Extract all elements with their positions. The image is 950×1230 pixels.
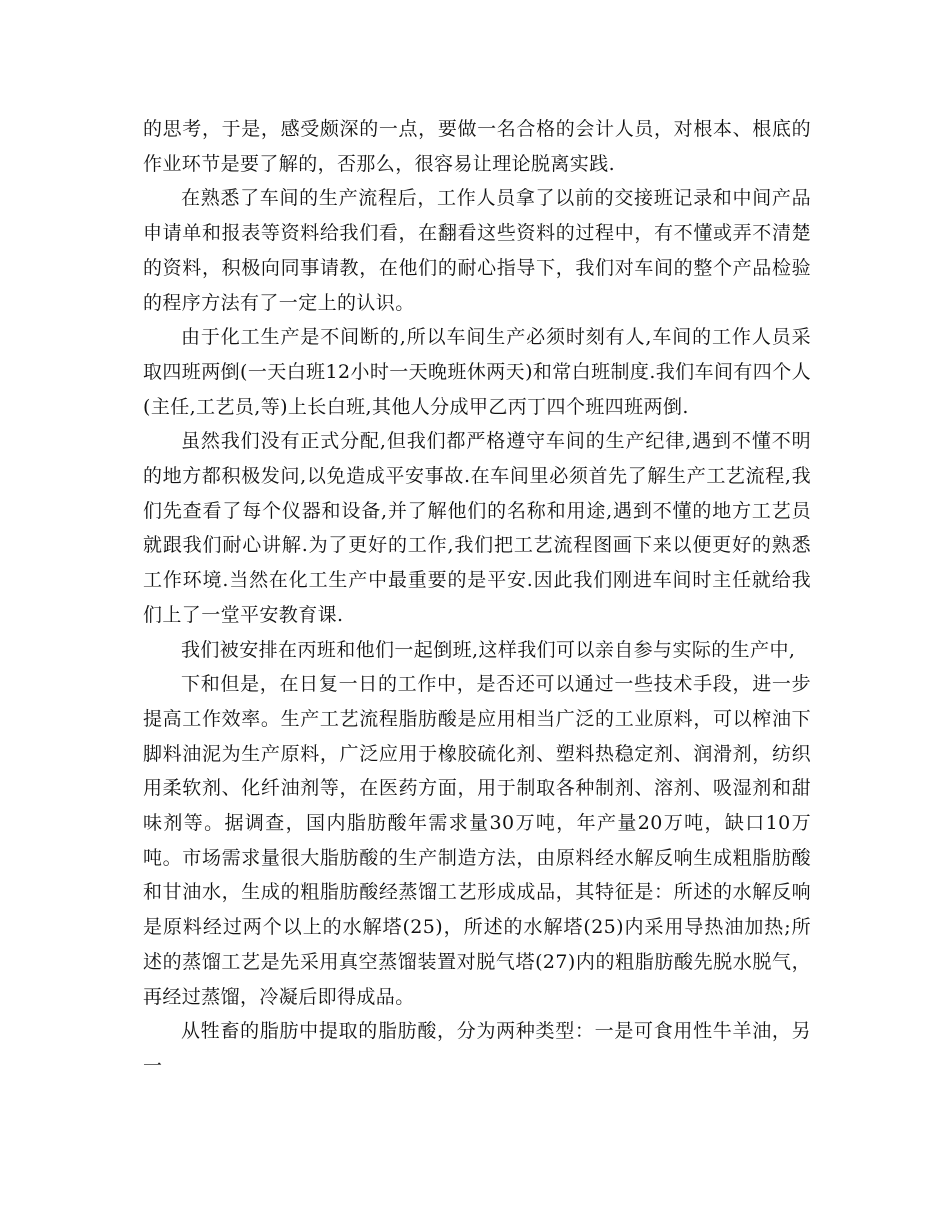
paragraph-1: 的思考，于是，感受颇深的一点，要做一名合格的会计人员，对根本、根底的作业环节是要了解的，否那么，很容易让理论脱离实践. [143,118,811,175]
paragraph-4: 虽然我们没有正式分配,但我们都严格遵守车间的生产纪律,遇到不懂不明的地方都积极发问,以免造成平安事故.在车间里必须首先了解生产工艺流程,我们先查看了每个仪器和设备,并了解他们的名称和用途,遇到不懂的地方工艺员就跟我们耐心讲解.为了更好的工作,我们把工艺流程图画下来以便更好的熟悉工作环境.当然在化工生产中最重要的是平安.因此我们刚进车间时主任就给我们上了一堂平安教育课. [143,430,811,626]
paragraph-5: 我们被安排在丙班和他们一起倒班,这样我们可以亲自参与实际的生产中, [181,638,796,661]
paragraph-3: 由于化工生产是不间断的,所以车间生产必须时刻有人,车间的工作人员采取四班两倒(一天白班12小时一天晚班休两天)和常白班制度.我们车间有四个人(主任,工艺员,等)上长白班,其他人分成甲乙丙丁四个班四班两倒. [143,326,811,418]
paragraph-2: 在熟悉了车间的生产流程后，工作人员拿了以前的交接班记录和中间产品申请单和报表等资料给我们看，在翻看这些资料的过程中，有不懂或弄不清楚的资料，积极向同事请教，在他们的耐心指导下，我们对车间的整个产品检验的程序方法有了一定上的认识。 [143,187,811,314]
paragraph-6: 下和但是，在日复一日的工作中，是否还可以通过一些技术手段，进一步提高工作效率。生产工艺流程脂肪酸是应用相当广泛的工业原料，可以榨油下脚料油泥为生产原料，广泛应用于橡胶硫化剂、塑料热稳定剂、润滑剂，纺织用柔软剂、化纤油剂等，在医药方面，用于制取各种制剂、溶剂、吸湿剂和甜味剂等。据调查，国内脂肪酸年需求量30万吨，年产量20万吨，缺口10万吨。市场需求量很大脂肪酸的生产制造方法，由原料经水解反响生成粗脂肪酸和甘油水，生成的粗脂肪酸经蒸馏工艺形成成品，其特征是：所述的水解反响是原料经过两个以上的水解塔(25)，所述的水解塔(25)内采用导热油加热;所述的蒸馏工艺是先采用真空蒸馏装置对脱气塔(27)内的粗脂肪酸先脱水脱气，再经过蒸馏，冷凝后即得成品。 [143,673,811,1008]
document-body [143,112,811,1084]
paragraph-7: 从牲畜的脂肪中提取的脂肪酸，分为两种类型：一是可食用性牛羊油，另一 [143,1020,811,1077]
